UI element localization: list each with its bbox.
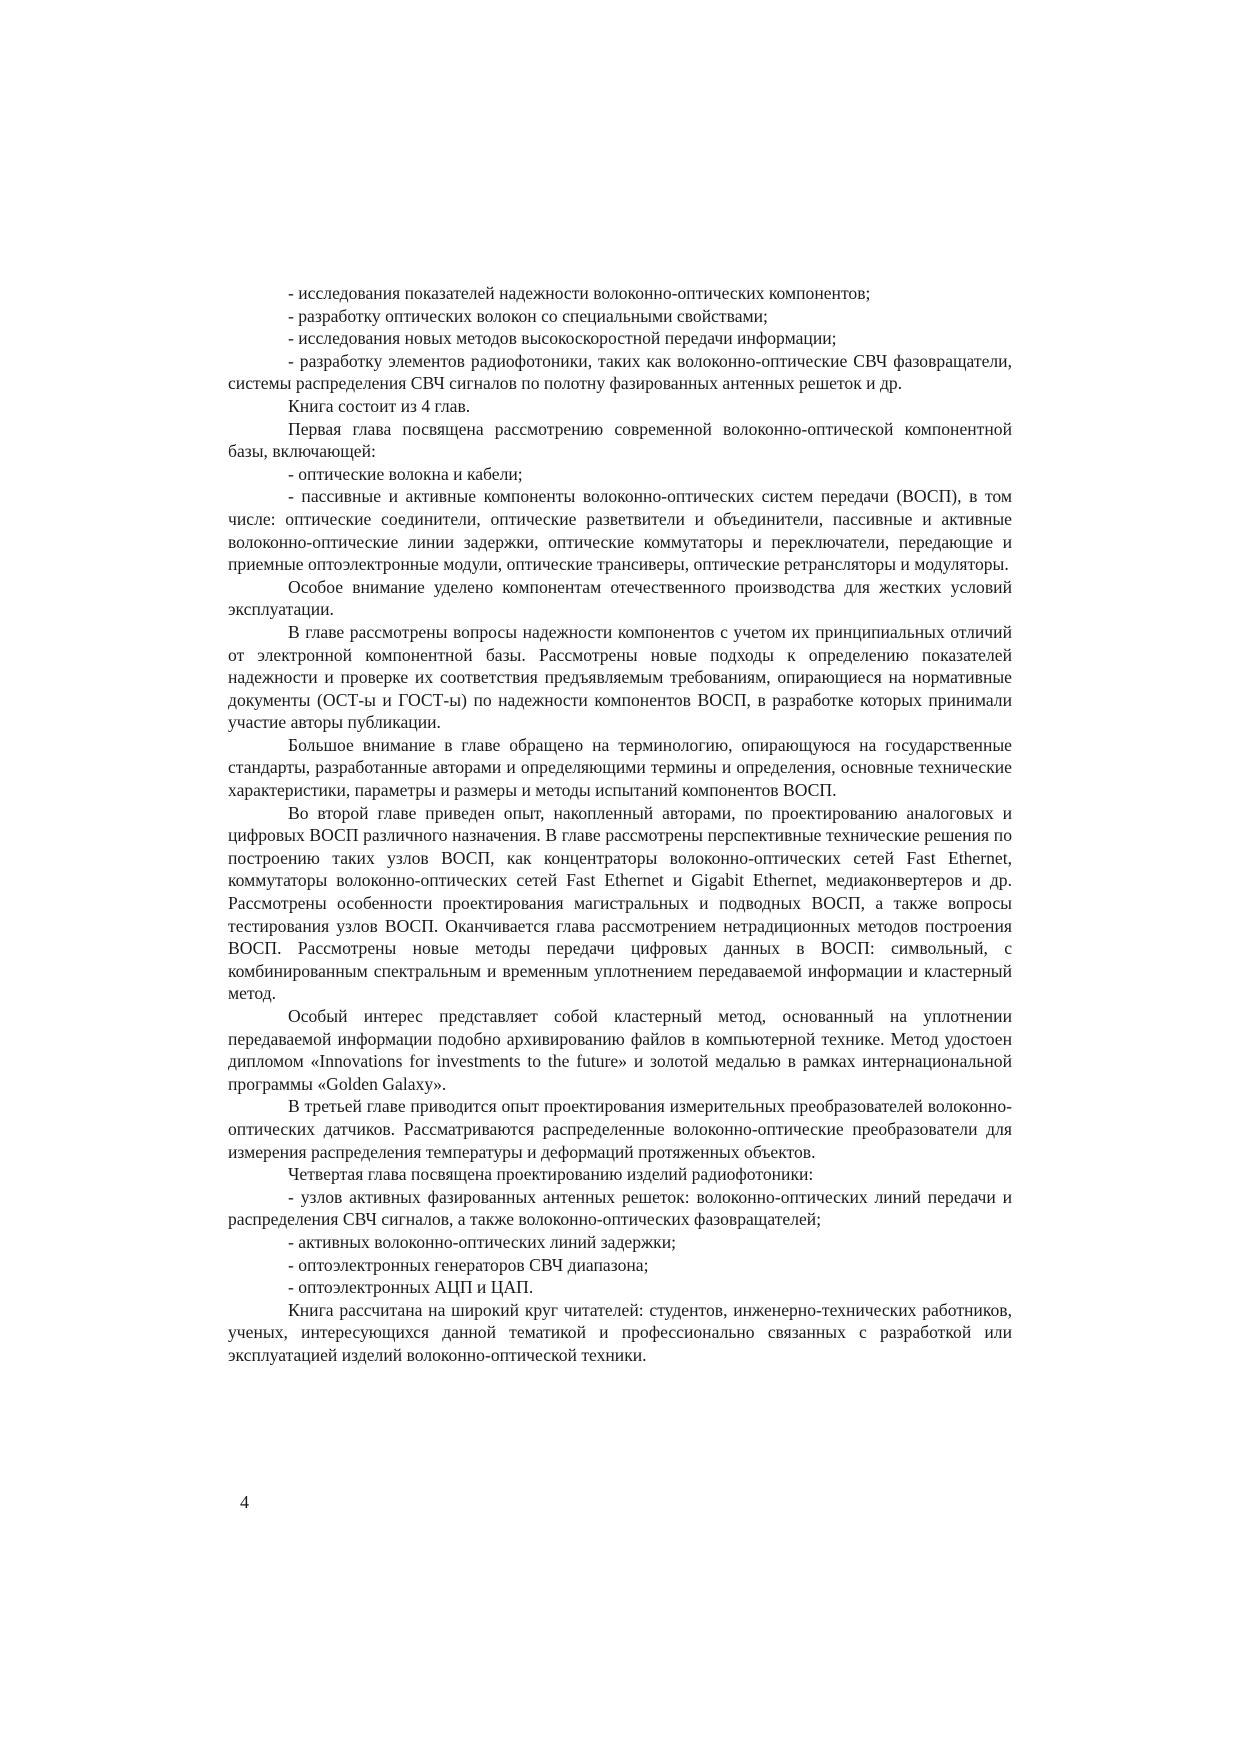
list-item-generators: - оптоэлектронных генераторов СВЧ диапазона; <box>288 1254 649 1275</box>
list-item-fibers-cables: - оптические волокна и кабели; <box>288 463 523 484</box>
page-body <box>228 282 1012 1367</box>
list-item-special-fibers: - разработку оптических волокон со специальными свойствами; <box>288 305 768 326</box>
paragraph-chapter-two: Во второй главе приведен опыт, накопленный авторами, по проектированию аналоговых и цифровых ВОСП различного назначения. В главе рассмотрены перспективные технические решения по построению таких узлов ВОСП, как концентраторы волоконно-оптических сетей Fast Ethernet, коммутаторы волоконно-оптических сетей Fast Ethernet и Gigabit Ethernet, медиаконвертеров и др. Рассмотрены особенности проектирования магистральных и подводных ВОСП, а также вопросы тестирования узлов ВОСП. Оканчивается глава рассмотрением нетрадиционных методов построения ВОСП. Рассмотрены новые методы передачи цифровых данных в ВОСП: символьный, с комбинированным спектральным и временным уплотнением передаваемой информации и кластерный метод. <box>228 802 1012 1004</box>
list-item-phased-arrays: - узлов активных фазированных антенных решеток: волоконно-оптических линий передачи и распределения СВЧ сигналов, а также волоконно-оптических фазовращателей; <box>228 1186 1012 1230</box>
paragraph-chapter-three: В третьей главе приводится опыт проектирования измерительных преобразователей волоконно-оптических датчиков. Рассматриваются распределенные волоконно-оптические преобразователи для измерения распределения температуры и деформаций протяженных объектов. <box>228 1096 1012 1162</box>
list-item-reliability-research: - исследования показателей надежности волоконно-оптических компонентов; <box>288 283 871 303</box>
list-item-components: - пассивные и активные компоненты волоконно-оптических систем передачи (ВОСП), в том числе: оптические соединители, оптические разветвители и объединители, пассивные и активные волоконно-оптические линии задержки, оптические коммутаторы и переключатели, передающие и приемные оптоэлектронные модули, оптические трансиверы, оптические ретрансляторы и модуляторы. <box>228 486 1012 575</box>
list-item-delay-lines: - активных волоконно-оптических линий задержки; <box>288 1231 677 1252</box>
paragraph-reliability: В главе рассмотрены вопросы надежности компонентов с учетом их принципиальных отличий от электронной компонентной базы. Рассмотрены новые подходы к определению показателей надежности и проверке их соответствия предъявляемым требованиям, опирающиеся на нормативные документы (ОСТ-ы и ГОСТ-ы) по надежности компонентов ВОСП, в разработке которых принимали участие авторы публикации. <box>228 621 1012 733</box>
paragraph-terminology: Большое внимание в главе обращено на терминологию, опирающуюся на государственные стандарты, разработанные авторами и определяющими термины и определения, основные технические характеристики, параметры и размеры и методы испытаний компонентов ВОСП. <box>228 734 1012 801</box>
paragraph-domestic-components: Особое внимание уделено компонентам отечественного производства для жестких условий эксплуатации. <box>228 576 1012 620</box>
paragraph-chapter-one: Первая глава посвящена рассмотрению современной волоконно-оптической компонентной базы, включающей: <box>228 418 1012 462</box>
list-item-radiophotonics: - разработку элементов радиофотоники, таких как волоконно-оптические СВЧ фазовращатели, системы распределения СВЧ сигналов по полотну фазированных антенных решеток и др. <box>228 350 1012 394</box>
paragraph-cluster-method: Особый интерес представляет собой кластерный метод, основанный на уплотнении передаваемой информации подобно архивированию файлов в компьютерной технике. Метод удостоен дипломом «Innovations for investments to the future» и золотой медалью в рамках интернациональной программы «Golden Galaxy». <box>228 1006 1012 1094</box>
paragraph-book-structure: Книга состоит из 4 глав. <box>288 395 471 416</box>
list-item-high-speed-methods: - исследования новых методов высокоскоростной передачи информации; <box>288 328 837 349</box>
list-item-adc-dac: - оптоэлектронных АЦП и ЦАП. <box>288 1277 534 1298</box>
paragraph-chapter-four: Четвертая глава посвящена проектированию изделий радиофотоники: <box>288 1164 814 1185</box>
paragraph-audience: Книга рассчитана на широкий круг читателей: студентов, инженерно-технических работников, ученых, интересующихся данной тематикой и профессионально связанных с разработкой или эксплуатацией изделий волоконно-оптической техники. <box>228 1299 1012 1365</box>
page-number: 4 <box>240 1492 249 1512</box>
